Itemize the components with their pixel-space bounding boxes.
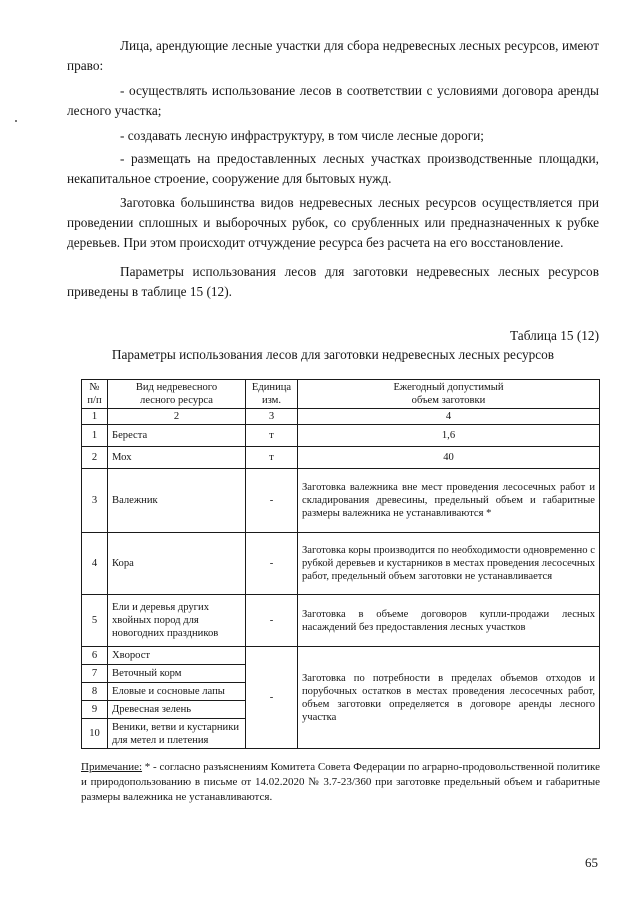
header-text: объем заготовки (411, 395, 486, 406)
text-line: приведены в таблице 15 (12). (67, 284, 232, 299)
header-text: Ежегодный допустимый (393, 382, 504, 393)
header-text: Вид недревесного (135, 382, 218, 393)
parameters-table (81, 379, 600, 749)
text-line: лесного участка; (67, 103, 162, 118)
header-text: изм. (261, 395, 282, 406)
text-line: деревьев. При этом происходит отчуждение ресурса без расчета на его восстановление. (67, 235, 564, 250)
table-row (82, 533, 600, 595)
footnote (81, 760, 600, 805)
cell-unit: - (246, 469, 298, 533)
header-text: п/п (87, 395, 102, 406)
cell-kind: Кора (108, 533, 246, 595)
column-number: 3 (246, 409, 298, 425)
cell-kind: Хворост (108, 647, 246, 665)
bullet-use-forests (67, 81, 599, 121)
cell-value: Заготовка коры производится по необходимости одновременно с рубкой деревьев и кустарников в местах проведения лесосечных работ, предельный объем заготовки не устанавливается (298, 533, 600, 595)
header-number (82, 380, 108, 409)
text-line: Лица, арендующие лесные участки для сбора недревесных лесных ресурсов, имеют (120, 38, 599, 53)
cell-value: 40 (298, 447, 600, 469)
cell-number: 5 (82, 595, 108, 647)
paragraph-parameters-ref (67, 262, 599, 302)
table-number: Таблица 15 (12) (510, 328, 599, 343)
text-line: - осуществлять использование лесов в соответствии с условиями договора аренды (120, 83, 599, 98)
cell-number: 4 (82, 533, 108, 595)
cell-kind: Древесная зелень (108, 701, 246, 719)
cell-unit: т (246, 425, 298, 447)
text-line: право: (67, 58, 104, 73)
header-unit (246, 380, 298, 409)
paragraph-harvesting (67, 193, 599, 253)
header-volume (298, 380, 600, 409)
cell-unit-merged: - (246, 647, 298, 749)
cell-unit: т (246, 447, 298, 469)
column-number-row (82, 409, 600, 425)
cell-value: Заготовка в объеме договоров купли-продажи лесных насаждений без предоставления лесных участков (298, 595, 600, 647)
text-line: некапитальное строение, сооружение для бытовых нужд. (67, 171, 392, 186)
table-row (82, 425, 600, 447)
scan-speck (15, 120, 17, 122)
text-line: - размещать на предоставленных лесных участках производственные площадки, (120, 151, 599, 166)
table-row (82, 647, 600, 665)
table-row (82, 469, 600, 533)
bullet-infrastructure (67, 126, 599, 146)
table-caption: Параметры использования лесов для заготовки недревесных лесных ресурсов (111, 347, 555, 362)
cell-kind: Береста (108, 425, 246, 447)
column-number: 1 (82, 409, 108, 425)
cell-kind: Ели и деревья других хвойных пород для новогодних праздников (108, 595, 246, 647)
column-number: 4 (298, 409, 600, 425)
page-number: 65 (585, 855, 598, 870)
cell-number: 3 (82, 469, 108, 533)
cell-value: Заготовка валежника вне мест проведения лесосечных работ и складирования древесины, предельный объем и габаритные размеры валежника не устанавливаются * (298, 469, 600, 533)
cell-unit: - (246, 595, 298, 647)
header-text: лесного ресурса (140, 395, 213, 406)
cell-kind: Валежник (108, 469, 246, 533)
cell-unit: - (246, 533, 298, 595)
table-row (82, 595, 600, 647)
bullet-production-sites (67, 149, 599, 189)
header-text: № (89, 382, 100, 393)
cell-number: 7 (82, 665, 108, 683)
text-line: проведении сплошных и выборочных рубок, со срубленных или предназначенных к рубке (67, 215, 599, 230)
column-number: 2 (108, 409, 246, 425)
cell-kind: Веточный корм (108, 665, 246, 683)
cell-kind: Еловые и сосновые лапы (108, 683, 246, 701)
table-header-row (82, 380, 600, 409)
footnote-label: Примечание: (81, 761, 143, 773)
footnote-text: * - согласно разъяснениям Комитета Совета Федерации по аграрно-продовольственной политике и природопользованию в письме от 14.02.2020 № 3.7-23/360 при заготовке предельный объем и габаритные размеры валежника не устанавливаются. (81, 761, 600, 803)
text-line: Заготовка большинства видов недревесных лесных ресурсов осуществляется при (120, 195, 599, 210)
paragraph-lessee-rights (67, 36, 599, 76)
header-text: Единица (251, 382, 292, 393)
cell-number: 10 (82, 719, 108, 749)
cell-number: 2 (82, 447, 108, 469)
cell-kind: Мох (108, 447, 246, 469)
cell-value-merged: Заготовка по потребности в пределах объемов отходов и порубочных остатков в местах проведения лесосечных работ, объем заготовки определяется в договоре аренды лесного участка (298, 647, 600, 749)
cell-kind: Веники, ветви и кустарники для метел и плетения (108, 719, 246, 749)
header-kind (108, 380, 246, 409)
table-row (82, 447, 600, 469)
cell-number: 6 (82, 647, 108, 665)
cell-number: 8 (82, 683, 108, 701)
cell-number: 9 (82, 701, 108, 719)
text-line: Параметры использования лесов для заготовки недревесных лесных ресурсов (120, 264, 599, 279)
cell-number: 1 (82, 425, 108, 447)
text-line: - создавать лесную инфраструктуру, в том числе лесные дороги; (120, 128, 484, 143)
cell-value: 1,6 (298, 425, 600, 447)
